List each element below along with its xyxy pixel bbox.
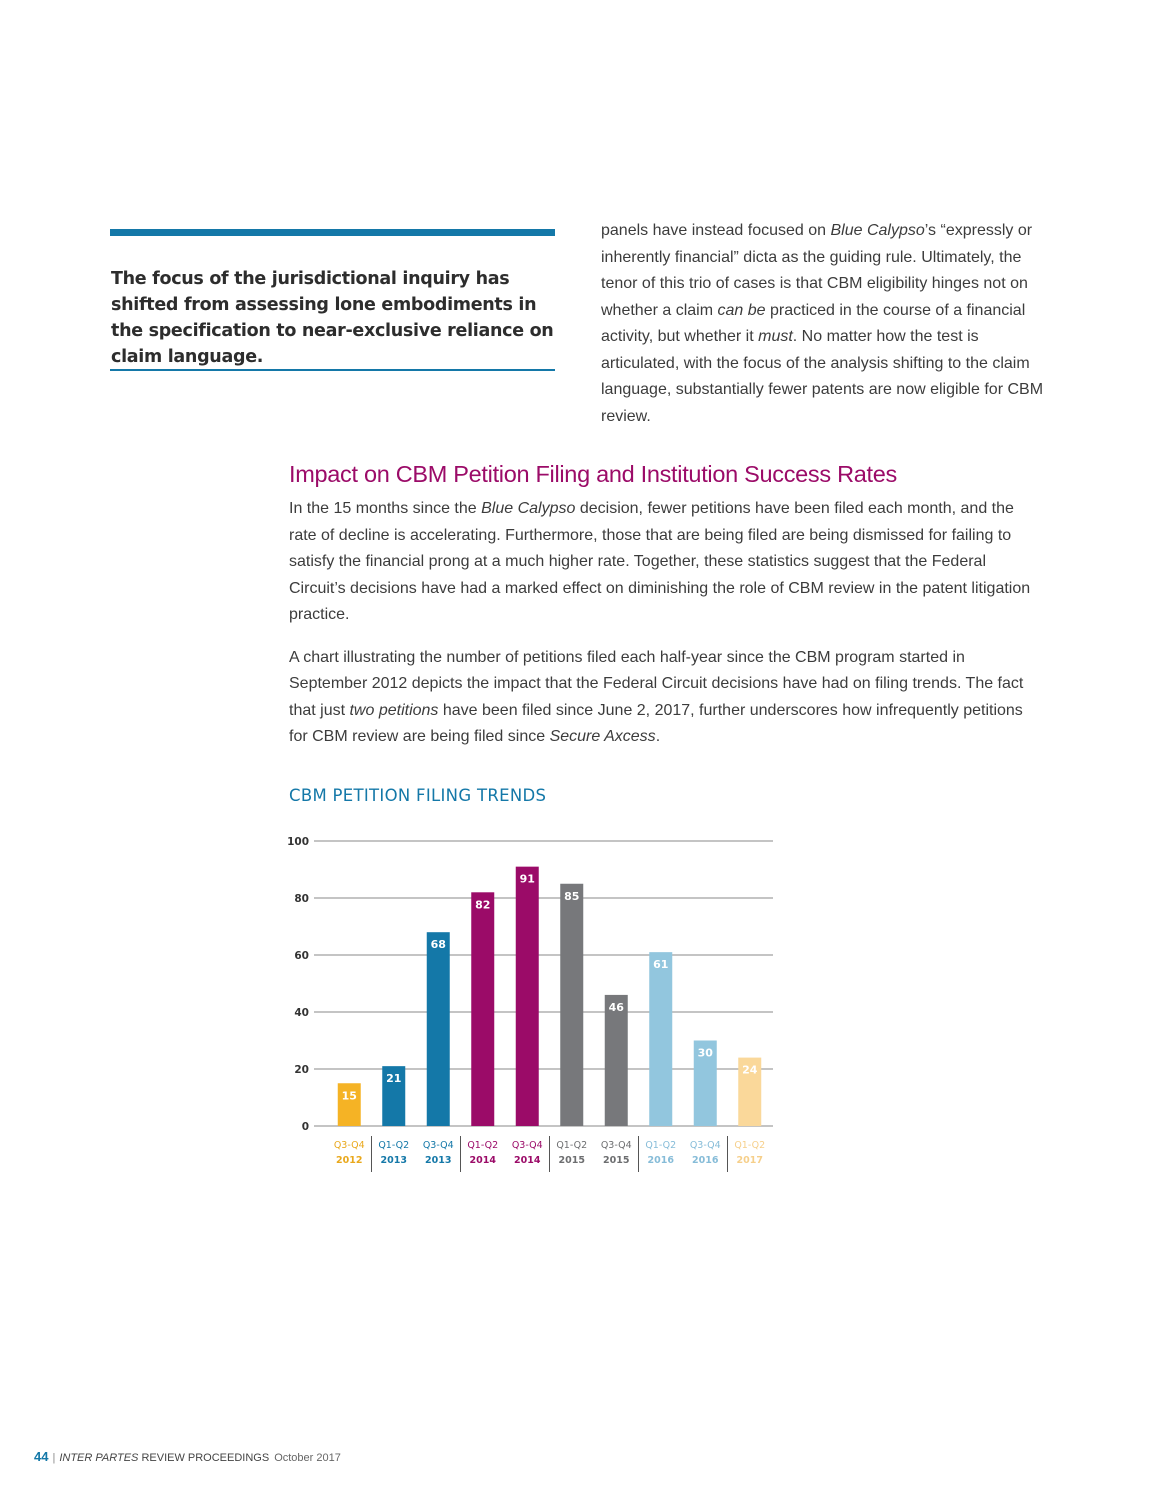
bar [471,892,494,1126]
y-tick-label: 80 [294,893,309,905]
x-tick-period: Q1-Q2 [467,1140,499,1151]
x-tick-year: 2016 [692,1155,719,1166]
y-tick-label: 60 [294,950,309,962]
text-run: . [655,728,661,745]
x-tick-period: Q1-Q2 [645,1140,677,1151]
x-tick-period: Q3-Q4 [689,1140,721,1151]
paragraph-1 [289,496,1039,629]
bar [427,932,450,1126]
bar-value-label: 15 [341,1089,357,1103]
emphasis: can be [717,301,766,319]
x-tick-year: 2014 [469,1155,496,1166]
publication-name: INTER PARTES [59,1452,139,1464]
case-name: Blue Calypso [481,500,576,517]
x-tick-year: 2013 [380,1155,407,1166]
page-footer [34,1449,341,1464]
text-run: decision, fewer petitions have been filed each month, and the rate of decline is accelerating. Furthermore, those that are being filed are being dismissed for failing to satisfy the financial prong at a much higher rate. Together, these statistics suggest that the Federal Circuit’s decisions have had a marked effect on diminishing the role of CBM review in the patent litigation practice. [289,500,1031,623]
x-tick-year: 2013 [425,1155,452,1166]
publication-name-rest: REVIEW PROCEEDINGS [138,1452,270,1464]
x-tick-year: 2015 [558,1155,585,1166]
x-tick-year: 2012 [336,1155,363,1166]
continued-paragraph [601,218,1046,430]
x-tick-period: Q3-Q4 [422,1140,454,1151]
bar-value-label: 46 [608,1000,624,1014]
text-run: . No matter how the test is articulated, with the focus of the analysis shifting to the claim language, substantially fewer patents are now eligible for CBM review. [601,328,1044,425]
y-tick-label: 40 [294,1007,309,1019]
bar-value-label: 85 [564,889,580,903]
pull-quote: The focus of the jurisdictional inquiry has shifted from assessing lone embodiments in the specification to near-exclusive reliance on claim language. [111,269,554,367]
y-tick-label: 0 [301,1121,309,1133]
y-tick-label: 20 [294,1064,309,1076]
text-run: In the 15 months since the [289,500,482,517]
x-tick-period: Q3-Q4 [511,1140,543,1151]
x-tick-year: 2016 [647,1155,674,1166]
case-name: Blue Calypso [830,222,925,239]
emphasis: must [758,328,793,345]
x-tick-period: Q3-Q4 [333,1140,365,1151]
footer-separator: | [52,1452,56,1464]
bar-value-label: 91 [519,872,535,886]
bar-value-label: 24 [742,1063,758,1077]
x-tick-period: Q1-Q2 [378,1140,410,1151]
text-run: practiced in the course of a financial activity, but whether it [601,301,1026,345]
x-tick-period: Q3-Q4 [600,1140,632,1151]
bar [605,995,628,1126]
y-tick-label: 100 [287,836,309,848]
bar [516,867,539,1126]
main-column [289,458,1039,767]
bar-value-label: 68 [430,938,446,952]
x-tick-year: 2014 [514,1155,541,1166]
x-tick-period: Q1-Q2 [734,1140,766,1151]
chart-title: CBM PETITION FILING TRENDS [289,786,547,805]
publication-date: October 2017 [274,1452,341,1464]
right-column-text [601,218,1046,430]
text-run: panels have instead focused on [601,222,831,239]
bar-chart [280,826,800,1186]
paragraph-2 [289,645,1039,751]
case-name: Secure Axcess [549,728,656,745]
pull-quote-bottom-rule [110,369,555,371]
text-run: A chart illustrating the number of petitions filed each half-year since the CBM program started in September 2012 depicts the impact that the Federal Circuit decisions have had on filing trends. The fact that just [289,648,1024,719]
bar [560,884,583,1126]
x-tick-period: Q1-Q2 [556,1140,588,1151]
text-run: ’s “expressly or inherently financial” dicta as the guiding rule. Ultimately, the tenor of this trio of cases is that CBM eligibility hinges not on whether a claim [601,222,1033,319]
section-heading: Impact on CBM Petition Filing and Institution Success Rates [289,461,897,487]
x-tick-year: 2017 [736,1155,763,1166]
pull-quote-top-bar [110,229,555,236]
bar-value-label: 30 [697,1046,713,1060]
bar-value-label: 61 [653,958,669,972]
bar-value-label: 82 [475,898,491,912]
x-tick-year: 2015 [603,1155,630,1166]
bar [649,952,672,1126]
emphasis: two petitions [349,701,439,719]
page-number: 44 [34,1449,49,1464]
text-run: have been filed since June 2, 2017, further underscores how infrequently petitions for CBM review are being filed since [289,701,1023,745]
bar-value-label: 21 [386,1072,402,1086]
